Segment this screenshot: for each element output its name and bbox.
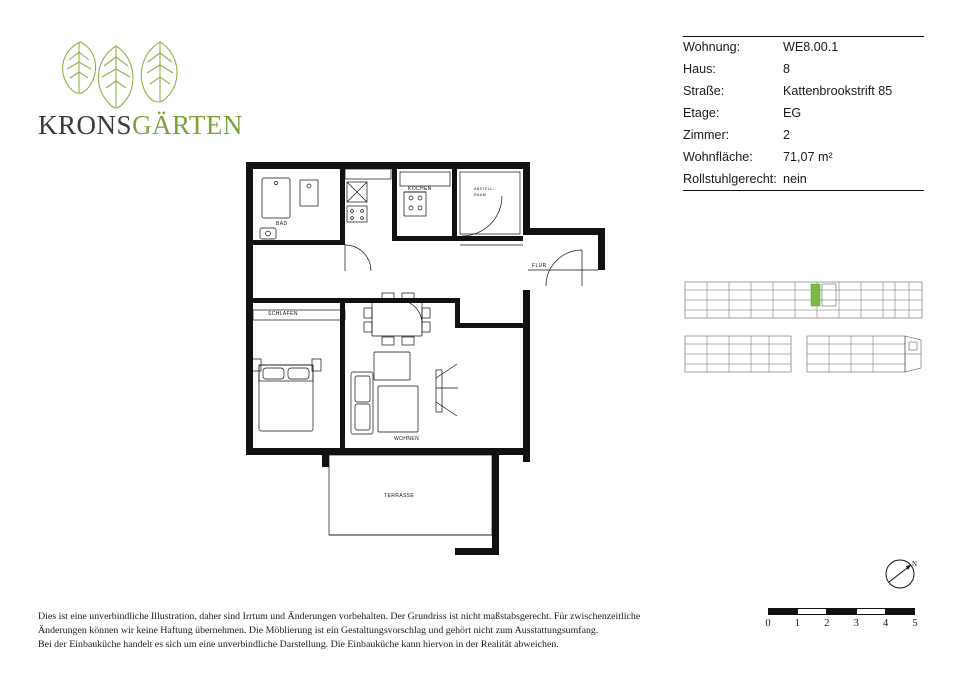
- info-bottom-rule: [683, 190, 924, 191]
- compass-label: N: [912, 560, 918, 568]
- scale-tick-5: 5: [912, 618, 918, 629]
- info-value-strasse: Kattenbrookstrift 85: [783, 83, 893, 98]
- compass-north-icon: [878, 552, 922, 596]
- info-key-wohnung: Wohnung:: [683, 40, 741, 55]
- table-row: [683, 147, 924, 169]
- plan-furniture-wohnen: [351, 293, 458, 434]
- disclaimer-line-1: Dies ist eine unverbindliche Illustration, daher sind Irrtum und Änderungen vorbehalten. Der Grundriss ist nicht maßstabsgerecht. Für zwischenzeitliche: [38, 611, 641, 622]
- disclaimer-text: [38, 610, 698, 652]
- info-value-wohnflaeche: 71,07 m²: [783, 149, 833, 164]
- scale-seg-4: [886, 609, 914, 614]
- table-row: [683, 37, 924, 59]
- scale-bar-segments: [768, 608, 915, 615]
- logo-leaves-icon: [63, 42, 177, 108]
- info-key-etage: Etage:: [683, 105, 720, 120]
- scale-tick-1: 1: [794, 618, 801, 629]
- floor-plan: [212, 150, 632, 570]
- table-row: [683, 81, 924, 103]
- info-key-wohnflaeche: Wohnfläche:: [683, 149, 753, 164]
- scale-seg-0: [769, 609, 798, 614]
- info-key-zimmer: Zimmer:: [683, 127, 730, 142]
- plan-label-flur: FLUR: [532, 263, 547, 269]
- plan-fixtures-bad: [260, 178, 318, 239]
- plan-label-abstellraum-2: RAUM: [474, 193, 487, 197]
- plan-room-abstellraum: [460, 172, 520, 236]
- plan-label-abstellraum: ABSTELL-: [474, 187, 495, 191]
- info-key-haus: Haus:: [683, 62, 716, 77]
- logo-word-krons: KRONS: [38, 110, 133, 140]
- scale-bar: [765, 608, 922, 632]
- info-value-etage: EG: [783, 105, 802, 120]
- scale-seg-1: [798, 609, 827, 614]
- plan-fixtures-kochen: [345, 169, 450, 222]
- apartment-info-panel: [683, 36, 924, 191]
- keyplan-highlighted-unit: [811, 284, 820, 306]
- plan-label-terrasse: TERRASSE: [384, 493, 415, 499]
- info-value-zimmer: 2: [783, 127, 791, 142]
- table-row: [683, 169, 924, 191]
- plan-furniture-schlafen: [252, 310, 345, 431]
- info-key-rollstuhlgerecht: Rollstuhlgerecht:: [683, 171, 777, 186]
- info-value-haus: 8: [783, 62, 791, 77]
- brand-logo: [36, 30, 256, 150]
- building-key-plans: [683, 278, 924, 388]
- scale-seg-3: [857, 609, 886, 614]
- plan-label-bad: BAD: [276, 221, 288, 227]
- scale-tick-4: 4: [882, 618, 889, 629]
- info-value-wohnung: WE8.00.1: [783, 40, 839, 55]
- logo-word-garten: GÄRTEN: [132, 110, 243, 140]
- disclaimer-line-3: Bei der Einbauküche handelt es sich um eine unverbindliche Darstellung. Die Einbauküche kann hiervon in der Realität abweichen.: [38, 639, 559, 651]
- table-row: [683, 103, 924, 125]
- table-row: [683, 59, 924, 81]
- plan-walls: [246, 162, 605, 555]
- plan-doors: [345, 245, 582, 324]
- info-value-rollstuhlgerecht: nein: [783, 171, 807, 186]
- apartment-info-table: [683, 37, 924, 190]
- scale-tick-3: 3: [853, 618, 859, 629]
- plan-label-wohnen: WOHNEN: [394, 436, 420, 442]
- table-row: [683, 125, 924, 147]
- info-key-strasse: Straße:: [683, 83, 725, 98]
- scale-bar-ticks: [765, 618, 918, 632]
- disclaimer-line-2: Änderungen können wir keine Haftung übernehmen. Die Möblierung ist ein Gestaltungsvorschlag und gehört nicht zum Ausstattungsumfang.: [38, 625, 599, 637]
- plan-room-flur: [460, 245, 598, 270]
- scale-tick-2: 2: [824, 618, 830, 629]
- plan-label-schlafen: SCHLAFEN: [268, 311, 298, 317]
- plan-label-kochen: KOCHEN: [408, 186, 432, 192]
- scale-tick-0: 0: [765, 618, 771, 629]
- svg-text:KRONSGÄRTEN: [38, 110, 243, 140]
- scale-seg-2: [827, 609, 856, 614]
